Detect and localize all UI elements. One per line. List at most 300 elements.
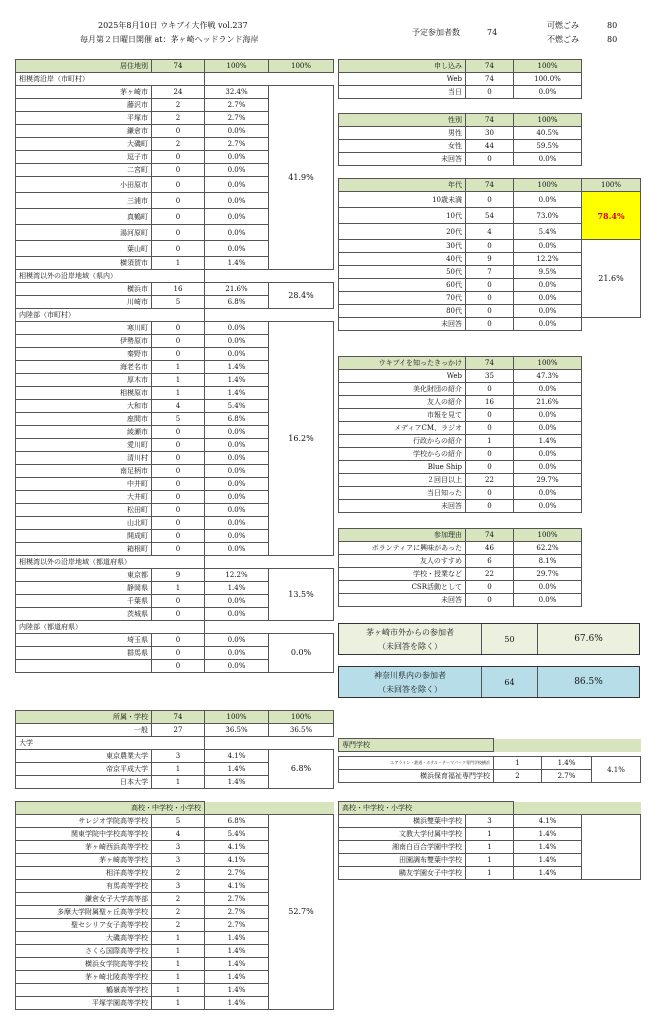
table-header [16, 802, 334, 815]
table-cell: 0 [466, 383, 514, 396]
table-row [339, 474, 582, 487]
table-cell: 0 [152, 517, 205, 530]
table-cell: 2.7% [205, 867, 269, 880]
table-row [339, 555, 582, 568]
table-cell: 内陸部（都道府県） [16, 621, 205, 634]
table-cell: 36.5% [269, 724, 334, 737]
table-cell: 0 [466, 409, 514, 422]
table-cell: 100% [514, 529, 582, 542]
table-cell: 74 [152, 711, 205, 724]
table-cell: 0 [152, 209, 205, 225]
table-cell: 0.0% [205, 225, 269, 241]
table-cell: 44 [466, 140, 514, 153]
table-cell: 27 [152, 724, 205, 737]
table-cell: 2.7% [542, 770, 592, 783]
table-cell: 74 [466, 114, 514, 127]
table-cell: 千葉県 [16, 595, 152, 608]
table-cell: 0 [152, 322, 205, 335]
table-cell: 21.6% [205, 283, 269, 296]
table-cell: 0 [152, 634, 205, 647]
table-cell: 6.8% [205, 296, 269, 309]
table-cell: 0 [152, 164, 205, 177]
table-cell: 0.0% [514, 448, 582, 461]
table-row [339, 86, 582, 99]
table-cell: 大井町 [16, 491, 152, 504]
table-cell: 0.0% [205, 634, 269, 647]
table-row [339, 318, 641, 331]
table-cell: 未回答 [339, 500, 466, 513]
table-cell: 1 [152, 997, 205, 1010]
table-cell: 1 [466, 435, 514, 448]
table-cell: 50代 [339, 266, 466, 279]
table-cell: 日本大学 [16, 776, 152, 789]
table-cell: 21.6% [514, 396, 582, 409]
table-cell: 5.4% [205, 828, 269, 841]
table-cell: 当日知った [339, 487, 466, 500]
table-cell: 二宮町 [16, 164, 152, 177]
table-cell: 静岡県 [16, 582, 152, 595]
youth-share-highlight: 78.4% [582, 192, 641, 240]
table-cell: 関東学院中学校高等学校 [16, 828, 152, 841]
outside-city-label: 茅ヶ崎市外からの参加者 （未回答を除く） [339, 624, 482, 654]
table-cell: 0.0% [514, 594, 582, 607]
table-cell: 0 [152, 504, 205, 517]
table-cell: 2.7% [205, 138, 269, 151]
table-cell: 29.7% [514, 568, 582, 581]
table-cell: 16 [466, 396, 514, 409]
table-cell: 南足柄市 [16, 465, 152, 478]
table-row [339, 127, 582, 140]
table-cell: 40.5% [514, 127, 582, 140]
table-cell: 横浜市 [16, 283, 152, 296]
table-cell: 2 [152, 919, 205, 932]
table-cell: 0 [152, 595, 205, 608]
table-cell: 0 [466, 422, 514, 435]
table-cell: 0 [152, 125, 205, 138]
table-cell: 鎌倉女子大学高等部 [16, 893, 152, 906]
table-cell: 0.0% [205, 151, 269, 164]
table-row [16, 815, 334, 828]
table-cell: 4.1% [205, 841, 269, 854]
kanagawa-percent: 86.5% [574, 677, 603, 687]
event-subtitle: 毎月第２日曜日開催 at：茅ヶ崎ヘッドランド海岸 [80, 35, 259, 44]
nonburnable-value: 80 [607, 35, 618, 44]
table-row [339, 448, 582, 461]
table-cell: 100% [514, 114, 582, 127]
table-cell: 0.0% [514, 192, 582, 208]
table-cell: 0.0% [514, 153, 582, 166]
table-row [339, 422, 582, 435]
table-cell: 74 [466, 179, 514, 192]
table-cell: 80代 [339, 305, 466, 318]
table-cell: 1.4% [542, 757, 592, 770]
table-cell: 0.0% [514, 409, 582, 422]
table-row [339, 153, 582, 166]
table-cell: 1 [152, 374, 205, 387]
table-cell: 大磯高等学校 [16, 932, 152, 945]
table-cell: 0 [152, 426, 205, 439]
table-cell: 74 [466, 60, 514, 73]
table-cell: 70代 [339, 292, 466, 305]
table-cell: 0 [152, 241, 205, 257]
table-cell: 1 [152, 945, 205, 958]
table-cell: 美化財団の紹介 [339, 383, 466, 396]
table-cell: 0.0% [205, 595, 269, 608]
kanagawa-count: 64 [482, 667, 538, 697]
table-cell: 聖セシリア女子高等学校 [16, 919, 152, 932]
table-cell: 0.0% [205, 193, 269, 209]
table-header [339, 529, 582, 542]
expected-value: 74 [487, 28, 498, 37]
table-cell: 厚木市 [16, 374, 152, 387]
table-cell: 相模湾以外の沿岸地域（県内） [16, 270, 205, 283]
table-cell: 0.0% [269, 634, 334, 673]
table-cell: 22 [466, 568, 514, 581]
table-cell: 1 [152, 361, 205, 374]
table-cell: 28.4% [269, 283, 334, 309]
table-cell: 0 [152, 491, 205, 504]
table-cell: 0.0% [205, 660, 269, 673]
section-row [16, 73, 334, 86]
table-header [339, 114, 582, 127]
table-cell: 100% [514, 179, 582, 192]
table-cell: 鎌倉市 [16, 125, 152, 138]
table-cell: 茨城県 [16, 608, 152, 621]
table-cell: 0 [152, 177, 205, 193]
table-row [339, 815, 641, 828]
table-cell: 16.2% [269, 322, 334, 556]
table-row [339, 240, 641, 253]
table-cell: 5 [152, 296, 205, 309]
table-cell: 12.2% [514, 253, 582, 266]
table-cell: 29.7% [514, 474, 582, 487]
table-cell: 当日 [339, 86, 466, 99]
table-cell: 0 [152, 193, 205, 209]
table-cell: 愛川町 [16, 439, 152, 452]
affiliation-table [15, 710, 334, 789]
table-cell: 74 [466, 357, 514, 370]
table-cell: ウキブイを知ったきっかけ [339, 357, 466, 370]
table-cell: 0 [466, 594, 514, 607]
table-cell: 6 [466, 555, 514, 568]
table-cell: 0 [466, 153, 514, 166]
expected-label: 予定参加者数 [412, 28, 460, 37]
table-cell: 内陸部（市町村） [16, 309, 205, 322]
table-cell: 海老名市 [16, 361, 152, 374]
table-cell: 未回答 [339, 318, 466, 331]
table-cell: 0.0% [205, 209, 269, 225]
table-cell: 市報を見て [339, 409, 466, 422]
table-cell: 三浦市 [16, 193, 152, 209]
table-cell: 埼玉県 [16, 634, 152, 647]
table-cell: 0.0% [205, 543, 269, 556]
table-cell: 0.0% [514, 318, 582, 331]
table-header [16, 60, 334, 73]
table-cell: 1 [152, 958, 205, 971]
table-cell: 友人の紹介 [339, 396, 466, 409]
table-cell: 1.4% [205, 582, 269, 595]
table-cell: 専門学校 [339, 739, 494, 752]
table-cell: 3 [152, 841, 205, 854]
table-cell: 0.0% [514, 305, 582, 318]
table-cell: 0.0% [205, 465, 269, 478]
table-cell: 6.8% [205, 815, 269, 828]
table-cell: 1.4% [205, 997, 269, 1010]
table-cell: 100% [582, 179, 641, 192]
table-cell: 鷗友学園女子中学校 [339, 867, 466, 880]
table-row [339, 73, 582, 86]
table-cell: 茅ヶ崎西浜高等学校 [16, 841, 152, 854]
table-row [339, 542, 582, 555]
table-cell: 0 [152, 478, 205, 491]
table-cell: 1 [466, 841, 514, 854]
table-row [339, 192, 641, 208]
kanagawa-label: 神奈川県内の参加者 （未回答を除く） [339, 667, 482, 697]
table-cell: 4 [152, 400, 205, 413]
table-cell: 1 [152, 257, 205, 270]
table-cell: 0.0% [514, 500, 582, 513]
table-cell: 0.0% [205, 322, 269, 335]
table-cell: 2 [152, 138, 205, 151]
table-cell: 3 [152, 880, 205, 893]
table-cell: 葉山町 [16, 241, 152, 257]
table-cell: 4 [466, 224, 514, 240]
table-cell: 0.0% [205, 478, 269, 491]
table-cell: 1 [152, 776, 205, 789]
table-row [16, 750, 334, 763]
table-row [16, 569, 334, 582]
table-cell: 1 [152, 582, 205, 595]
table-cell: 100% [514, 357, 582, 370]
outside-city-box [338, 623, 640, 655]
section-row [16, 556, 334, 569]
table-cell: 16 [152, 283, 205, 296]
table-cell: 1 [494, 757, 542, 770]
table-cell: 4.1% [205, 880, 269, 893]
table-cell: CSR活動として [339, 581, 466, 594]
table-row [339, 370, 582, 383]
table-cell: 1.4% [514, 867, 582, 880]
table-cell: 100% [269, 711, 334, 724]
table-cell: 5.4% [205, 400, 269, 413]
table-cell: 0 [152, 151, 205, 164]
table-cell: 性別 [339, 114, 466, 127]
table-cell: Web [339, 370, 466, 383]
table-row [16, 86, 334, 99]
table-cell: 74 [466, 73, 514, 86]
table-cell: 40代 [339, 253, 466, 266]
table-row [339, 383, 582, 396]
table-cell: 10代 [339, 208, 466, 224]
table-cell: 2.7% [205, 99, 269, 112]
table-cell: 0 [466, 240, 514, 253]
table-cell: 大和市 [16, 400, 152, 413]
section-row [16, 621, 334, 634]
table-cell: 真鶴町 [16, 209, 152, 225]
table-cell: 100% [205, 711, 269, 724]
table-row [339, 487, 582, 500]
table-cell: 東京都 [16, 569, 152, 582]
table-cell: 0 [152, 452, 205, 465]
table-cell: 1.4% [514, 841, 582, 854]
application-table [338, 59, 582, 99]
table-cell: 秦野市 [16, 348, 152, 361]
table-cell: 清川村 [16, 452, 152, 465]
table-cell: 文教大学付属中学校 [339, 828, 466, 841]
table-cell: 2.7% [205, 906, 269, 919]
table-cell: 大学 [16, 737, 205, 750]
table-cell: 1.4% [205, 984, 269, 997]
table-cell: 1 [152, 984, 205, 997]
table-cell: 59.5% [514, 140, 582, 153]
table-cell: 22 [466, 474, 514, 487]
table-row [16, 322, 334, 335]
table-cell: 茅ヶ崎高等学校 [16, 854, 152, 867]
table-cell: 0 [152, 530, 205, 543]
table-cell: 相模湾沿岸（市町村） [16, 73, 205, 86]
table-cell: 0 [466, 305, 514, 318]
table-cell: 52.7% [269, 815, 334, 1010]
table-cell: 山北町 [16, 517, 152, 530]
table-cell: 1.4% [205, 763, 269, 776]
table-cell: 2 [152, 906, 205, 919]
table-cell: 100.0% [514, 73, 582, 86]
table-cell: ボランティアに興味があった [339, 542, 466, 555]
section-row [16, 737, 334, 750]
table-cell: 高校・中学校・小学校 [16, 802, 205, 815]
table-cell: メディアCM、ラジオ [339, 422, 466, 435]
table-cell: 9 [466, 253, 514, 266]
table-cell: 73.0% [514, 208, 582, 224]
table-cell: 0 [466, 192, 514, 208]
table-cell: 箱根町 [16, 543, 152, 556]
table-cell: 6.8% [269, 750, 334, 789]
table-cell [16, 660, 152, 673]
table-cell: 1.4% [205, 776, 269, 789]
table-cell: 相模湾以外の沿岸地域（都道府県） [16, 556, 205, 569]
table-cell: 相洋高等学校 [16, 867, 152, 880]
table-cell: 62.2% [514, 542, 582, 555]
table-cell: 1.4% [205, 945, 269, 958]
table-header [339, 179, 641, 192]
table-cell: 0 [466, 86, 514, 99]
table-row [339, 581, 582, 594]
table-header [16, 711, 334, 724]
trigger-table [338, 356, 582, 513]
gender-table [338, 113, 582, 166]
table-cell: 1 [152, 387, 205, 400]
residence-table [15, 59, 334, 673]
table-cell: 開成町 [16, 530, 152, 543]
table-cell: 46 [466, 542, 514, 555]
table-cell: 学校からの紹介 [339, 448, 466, 461]
table-cell: 1 [152, 932, 205, 945]
table-cell: 0.0% [514, 581, 582, 594]
age-table [338, 178, 641, 331]
table-cell: 0.0% [514, 383, 582, 396]
table-cell: 0 [466, 318, 514, 331]
table-cell: 0.0% [514, 487, 582, 500]
table-cell: 多摩大学附属聖ヶ丘高等学校 [16, 906, 152, 919]
table-cell: 鶴嶺高等学校 [16, 984, 152, 997]
table-row [339, 140, 582, 153]
table-cell: 30 [466, 127, 514, 140]
table-cell: 茅ヶ崎北陵高等学校 [16, 971, 152, 984]
table-cell: 47.3% [514, 370, 582, 383]
table-cell: 座間市 [16, 413, 152, 426]
table-cell: 5.4% [514, 224, 582, 240]
table-cell: 4 [152, 828, 205, 841]
table-cell: 0 [152, 439, 205, 452]
table-row [339, 396, 582, 409]
table-cell: 0 [152, 608, 205, 621]
table-cell: 帝京平成大学 [16, 763, 152, 776]
table-cell: 0 [466, 448, 514, 461]
table-cell: 4.1% [592, 757, 641, 783]
nonburnable-label: 不燃ごみ [547, 35, 579, 44]
table-cell: 1.4% [514, 435, 582, 448]
table-cell: 年代 [339, 179, 466, 192]
table-cell: 0.0% [514, 292, 582, 305]
table-cell: 1 [466, 867, 514, 880]
event-title: 2025年8月10日 ウキブイ大作戦 vol.237 [98, 21, 248, 30]
table-cell: 10歳未満 [339, 192, 466, 208]
table-cell: Blue Ship [339, 461, 466, 474]
table-cell: 13.5% [269, 569, 334, 621]
table-cell: 0 [466, 581, 514, 594]
table-cell: 5 [152, 413, 205, 426]
table-cell: 0 [152, 348, 205, 361]
table-cell: 20代 [339, 224, 466, 240]
table-cell: 1.4% [514, 854, 582, 867]
table-cell: 0.0% [514, 461, 582, 474]
table-cell: 0.0% [205, 164, 269, 177]
table-cell: 100% [514, 60, 582, 73]
reason-table [338, 528, 582, 607]
table-cell: 横浜雙葉中学校 [339, 815, 466, 828]
table-cell: 3 [152, 750, 205, 763]
table-cell: 湯河原町 [16, 225, 152, 241]
table-cell: 横須賀市 [16, 257, 152, 270]
table-cell: 0.0% [205, 335, 269, 348]
table-row [339, 409, 582, 422]
table-cell: 4.1% [205, 854, 269, 867]
kanagawa-box [338, 666, 640, 698]
table-cell: 0.0% [514, 279, 582, 292]
table-cell: 9 [152, 569, 205, 582]
table-cell: 36.5% [205, 724, 269, 737]
table-cell: 0 [466, 487, 514, 500]
table-cell: 茅ヶ崎市 [16, 86, 152, 99]
table-cell: 小田原市 [16, 177, 152, 193]
table-cell: 0.0% [514, 422, 582, 435]
table-cell: 友人のすすめ [339, 555, 466, 568]
table-cell: 2.7% [205, 919, 269, 932]
table-cell: 未回答 [339, 153, 466, 166]
table-cell: 平塚市 [16, 112, 152, 125]
table-cell: 川崎市 [16, 296, 152, 309]
table-row [16, 634, 334, 647]
table-cell: 60代 [339, 279, 466, 292]
table-cell: 12.2% [205, 569, 269, 582]
table-cell: 1 [466, 854, 514, 867]
table-cell: 横浜保育福祉専門学校 [339, 770, 494, 783]
table-header [339, 60, 582, 73]
table-cell: 逗子市 [16, 151, 152, 164]
table-cell: 1.4% [205, 374, 269, 387]
table-cell: 1.4% [205, 932, 269, 945]
table-cell: 有馬高等学校 [16, 880, 152, 893]
